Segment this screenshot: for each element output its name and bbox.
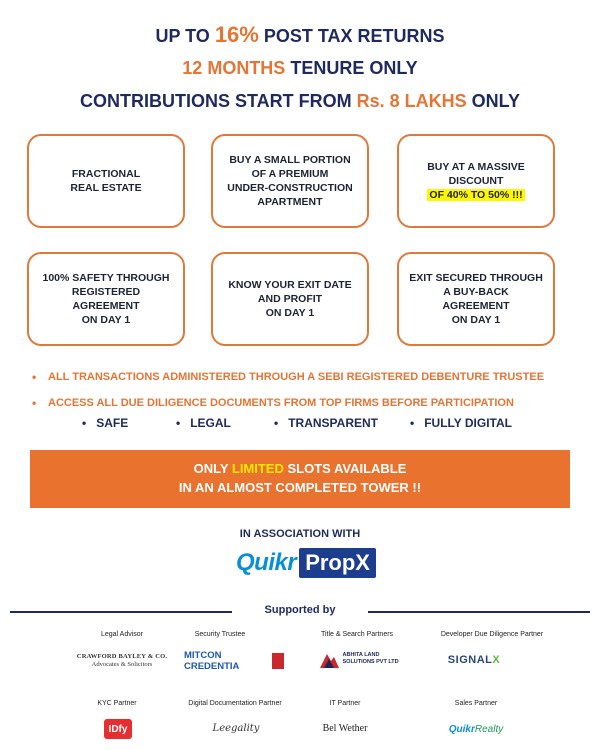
bel-wether-logo: Bel Wether	[322, 723, 368, 734]
divider-right	[368, 611, 590, 613]
leegality-logo: Leegality	[212, 722, 260, 734]
feature-transparent: • TRANSPARENT	[274, 416, 378, 430]
limited-highlight: LIMITED	[231, 461, 284, 477]
mitcon-icon	[272, 653, 284, 669]
feature-safe: • SAFE	[82, 416, 129, 430]
feature-legal: • LEGAL	[176, 416, 231, 430]
headline-returns: UP TO 16% POST TAX RETURNS	[155, 22, 445, 47]
card-buy-small-portion: BUY A SMALL PORTION OF A PREMIUM UNDER-CONSTRUCTION APARTMENT	[211, 134, 369, 228]
card-massive-discount: BUY AT A MASSIVE DISCOUNT OF 40% TO 50% !!!	[397, 134, 555, 228]
card-exit-date: KNOW YOUR EXIT DATE AND PROFIT ON DAY 1	[211, 252, 369, 346]
supported-by-label: Supported by	[264, 604, 336, 616]
idfy-logo: IDfy	[98, 716, 138, 742]
contribution-highlight: Rs. 8 LAKHS	[356, 91, 467, 111]
crawford-bayley-logo: CRAWFORD BAYLEY & CO. Advocates & Solicitors	[76, 652, 168, 668]
bullet-item: • ACCESS ALL DUE DILIGENCE DOCUMENTS FROM TOP FIRMS BEFORE PARTICIPATION	[32, 396, 514, 410]
partner-role-sales: Sales Partner	[454, 700, 498, 707]
returns-highlight: 16%	[214, 22, 259, 47]
card-fractional-real-estate: FRACTIONAL REAL ESTATE	[27, 134, 185, 228]
partner-role-legal: Legal Advisor	[100, 631, 144, 638]
quikr-realty-logo: QuikrRealty	[448, 723, 504, 735]
feature-fully-digital: • FULLY DIGITAL	[410, 416, 512, 430]
abhita-logo: ABHITA LAND SOLUTIONS PVT LTD	[310, 642, 410, 676]
headline-tenure: 12 MONTHS TENURE ONLY	[182, 58, 418, 78]
partner-role-title: Title & Search Partners	[320, 631, 394, 638]
abhita-mountain-icon	[318, 648, 340, 670]
discount-highlight: OF 40% TO 50% !!!	[429, 189, 523, 202]
card-safety-agreement: 100% SAFETY THROUGH REGISTERED AGREEMENT ON DAY 1	[27, 252, 185, 346]
quikr-propx-logo: Quikr PropX	[236, 546, 376, 580]
signalx-logo: SIGNALX	[447, 654, 501, 666]
partner-role-documentation: Digital Documentation Partner	[188, 700, 282, 707]
limited-slots-banner: ONLY LIMITED SLOTS AVAILABLE IN AN ALMOST COMPLETED TOWER !!	[30, 450, 570, 508]
association-label: IN ASSOCIATION WITH	[239, 528, 361, 540]
partner-role-it: IT Partner	[329, 700, 361, 707]
mitcon-logo: MITCON CREDENTIA	[184, 646, 284, 676]
partner-role-developer: Developer Due Diligence Partner	[440, 631, 544, 638]
headline-contributions: CONTRIBUTIONS START FROM Rs. 8 LAKHS ONLY	[79, 91, 521, 111]
bullet-item: • ALL TRANSACTIONS ADMINISTERED THROUGH A SEBI REGISTERED DEBENTURE TRUSTEE	[32, 370, 545, 384]
partner-role-security: Security Trustee	[194, 631, 246, 638]
bullet-list	[32, 364, 592, 416]
tenure-highlight: 12 MONTHS	[182, 58, 286, 78]
partner-role-kyc: KYC Partner	[97, 700, 137, 707]
card-exit-secured: EXIT SECURED THROUGH A BUY-BACK AGREEMENT ON DAY 1	[397, 252, 555, 346]
